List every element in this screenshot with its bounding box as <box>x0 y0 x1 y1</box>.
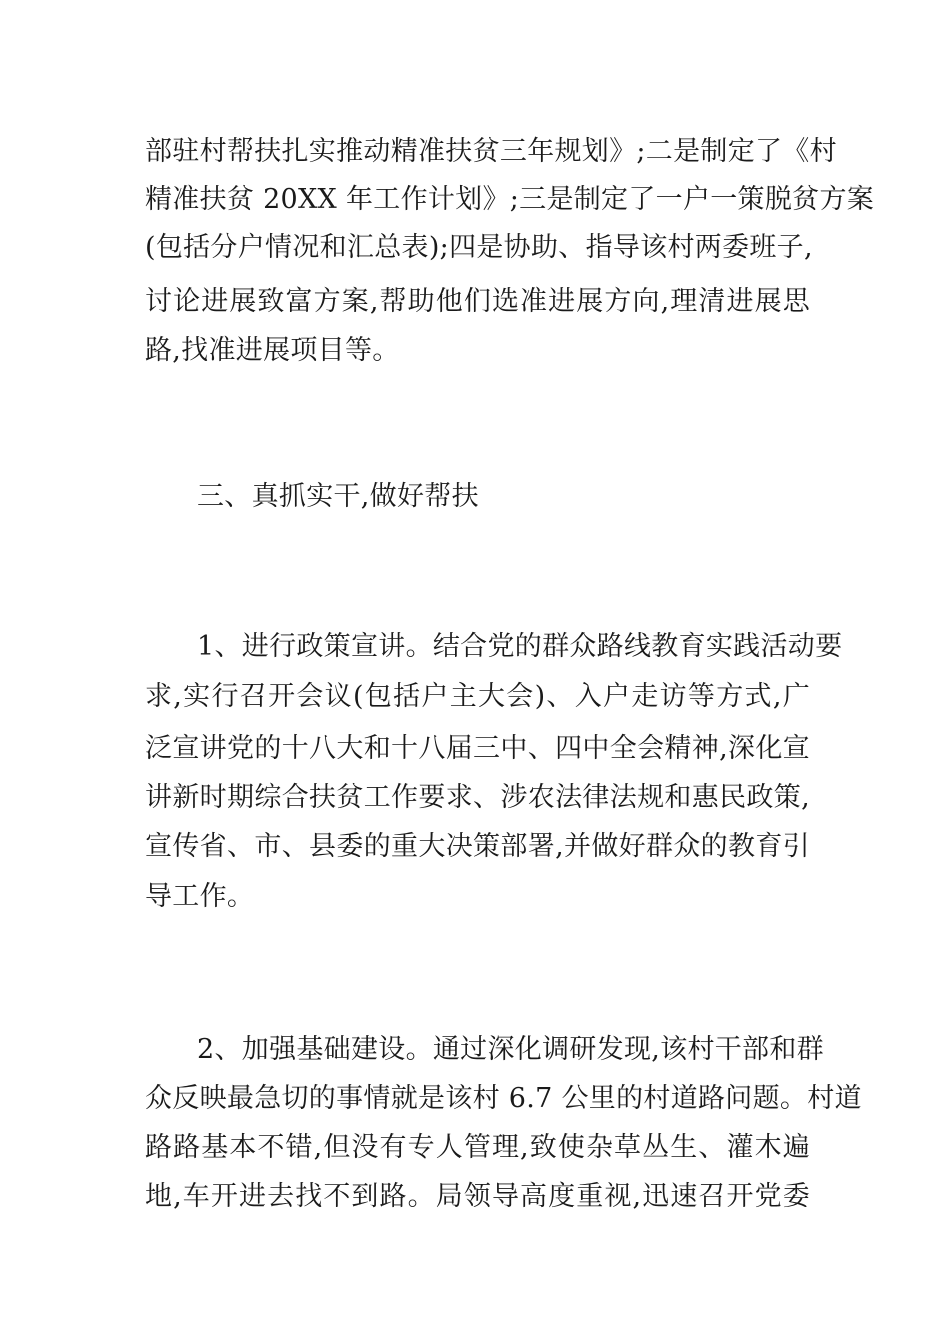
paragraph-1-line-4: 讨论进展致富方案,帮助他们选准进展方向,理清进展思 <box>145 286 810 317</box>
paragraph-3-line-2: 众反映最急切的事情就是该村 6.7 公里的村道路问题。村道 <box>145 1083 862 1114</box>
paragraph-3-line-1: 2、加强基础建设。通过深化调研发现,该村干部和群 <box>197 1034 824 1065</box>
paragraph-1-line-3: (包括分户情况和汇总表);四是协助、指导该村两委班子, <box>145 232 813 263</box>
paragraph-2-line-1: 1、进行政策宣讲。结合党的群众路线教育实践活动要 <box>197 631 843 662</box>
section-heading: 三、真抓实干,做好帮扶 <box>197 481 479 512</box>
paragraph-2-line-6: 导工作。 <box>145 881 255 912</box>
paragraph-3-line-4: 地,车开进去找不到路。局领导高度重视,迅速召开党委 <box>145 1181 810 1212</box>
paragraph-1-line-5: 路,找准进展项目等。 <box>145 335 400 366</box>
paragraph-2-line-2: 求,实行召开会议(包括户主大会)、入户走访等方式,广 <box>145 681 810 712</box>
paragraph-2-line-5: 宣传省、市、县委的重大决策部署,并做好群众的教育引 <box>145 831 810 862</box>
paragraph-2-line-3: 泛宣讲党的十八大和十八届三中、四中全会精神,深化宣 <box>145 733 810 764</box>
paragraph-1-line-2: 精准扶贫 20XX 年工作计划》;三是制定了一户一策脱贫方案 <box>145 184 875 215</box>
paragraph-1-line-1: 部驻村帮扶扎实推动精准扶贫三年规划》;二是制定了《村 <box>145 136 837 167</box>
paragraph-2-line-4: 讲新时期综合扶贫工作要求、涉农法律法规和惠民政策, <box>145 782 810 813</box>
paragraph-3-line-3: 路路基本不错,但没有专人管理,致使杂草丛生、灌木遍 <box>145 1132 810 1163</box>
